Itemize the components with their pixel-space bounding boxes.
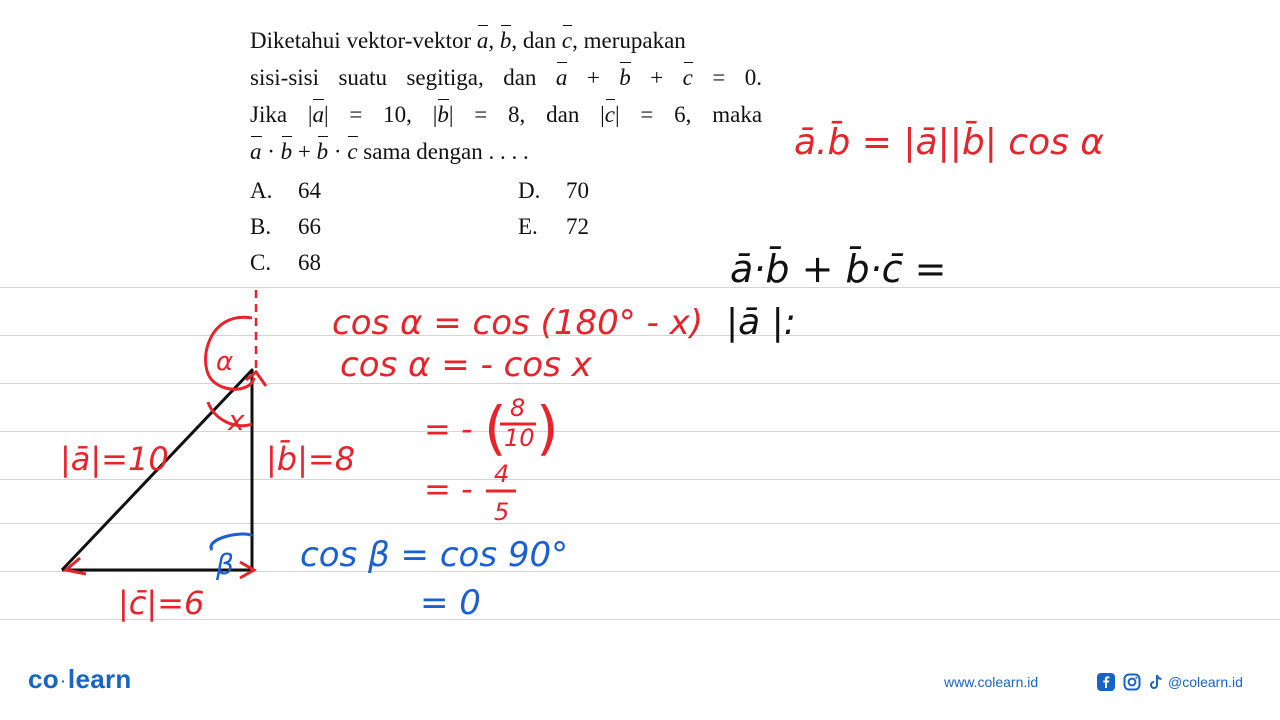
website-link[interactable]: www.colearn.id <box>944 674 1039 690</box>
vector-c: c <box>562 22 572 59</box>
hw-expression: ā·b̄ + b̄·c̄ = <box>730 247 947 291</box>
option-d: D. 70 <box>518 178 589 203</box>
hw-frac1-paren-right: ) <box>536 394 559 462</box>
option-e: E. 72 <box>518 214 589 239</box>
option-a: A. 64 <box>250 178 321 203</box>
facebook-icon[interactable] <box>1096 672 1116 692</box>
arrowhead-left <box>66 558 86 574</box>
side-b-label: |b̄|=8 <box>266 440 356 478</box>
problem-line-2: sisi-sisi suatu segitiga, dan a + b + c = 0. <box>250 59 762 96</box>
tiktok-icon[interactable] <box>1146 672 1166 692</box>
colearn-logo: co ·learn <box>28 664 132 694</box>
hw-dot-product-formula: ā.b̄ = |ā||b̄| cos α <box>794 122 1105 163</box>
problem-line-4: a · b + b · c sama dengan . . . . <box>250 133 762 170</box>
hw-frac2-sign: = - <box>424 470 473 508</box>
side-a-label: |ā|=10 <box>60 440 169 478</box>
hw-cos-beta: cos β = cos 90° <box>300 535 569 575</box>
hw-cos-alpha-2: cos α = - cos x <box>340 345 592 385</box>
hw-frac1-sign: = - <box>424 410 473 448</box>
x-label: x <box>228 404 245 437</box>
instagram-icon[interactable] <box>1122 672 1142 692</box>
side-c-label: |c̄|=6 <box>118 584 205 622</box>
option-b: B. 66 <box>250 214 321 239</box>
vector-b: b <box>500 22 512 59</box>
beta-label: β <box>216 548 234 581</box>
hw-cos-alpha-1: cos α = cos (180° - x) <box>332 303 703 343</box>
hw-frac2-num: 4 <box>494 460 510 488</box>
problem-line-1: Diketahui vektor-vektor a, b, dan c, merupakan <box>250 22 762 59</box>
hw-frac1-paren-left: ( <box>484 394 507 462</box>
hw-frac1-num: 8 <box>510 394 526 422</box>
hw-frac1-den: 10 <box>504 424 535 452</box>
alpha-label: α <box>216 347 234 377</box>
hw-cos-beta-result: = 0 <box>420 583 481 623</box>
problem-line-3: Jika |a| = 10, |b| = 8, dan |c| = 6, maka <box>250 96 762 133</box>
option-c: C. 68 <box>250 250 321 275</box>
hw-expression-start: |ā |: <box>726 302 796 343</box>
social-handle[interactable]: @colearn.id <box>1168 674 1243 690</box>
vector-a: a <box>477 22 489 59</box>
hw-frac2-den: 5 <box>494 498 510 526</box>
